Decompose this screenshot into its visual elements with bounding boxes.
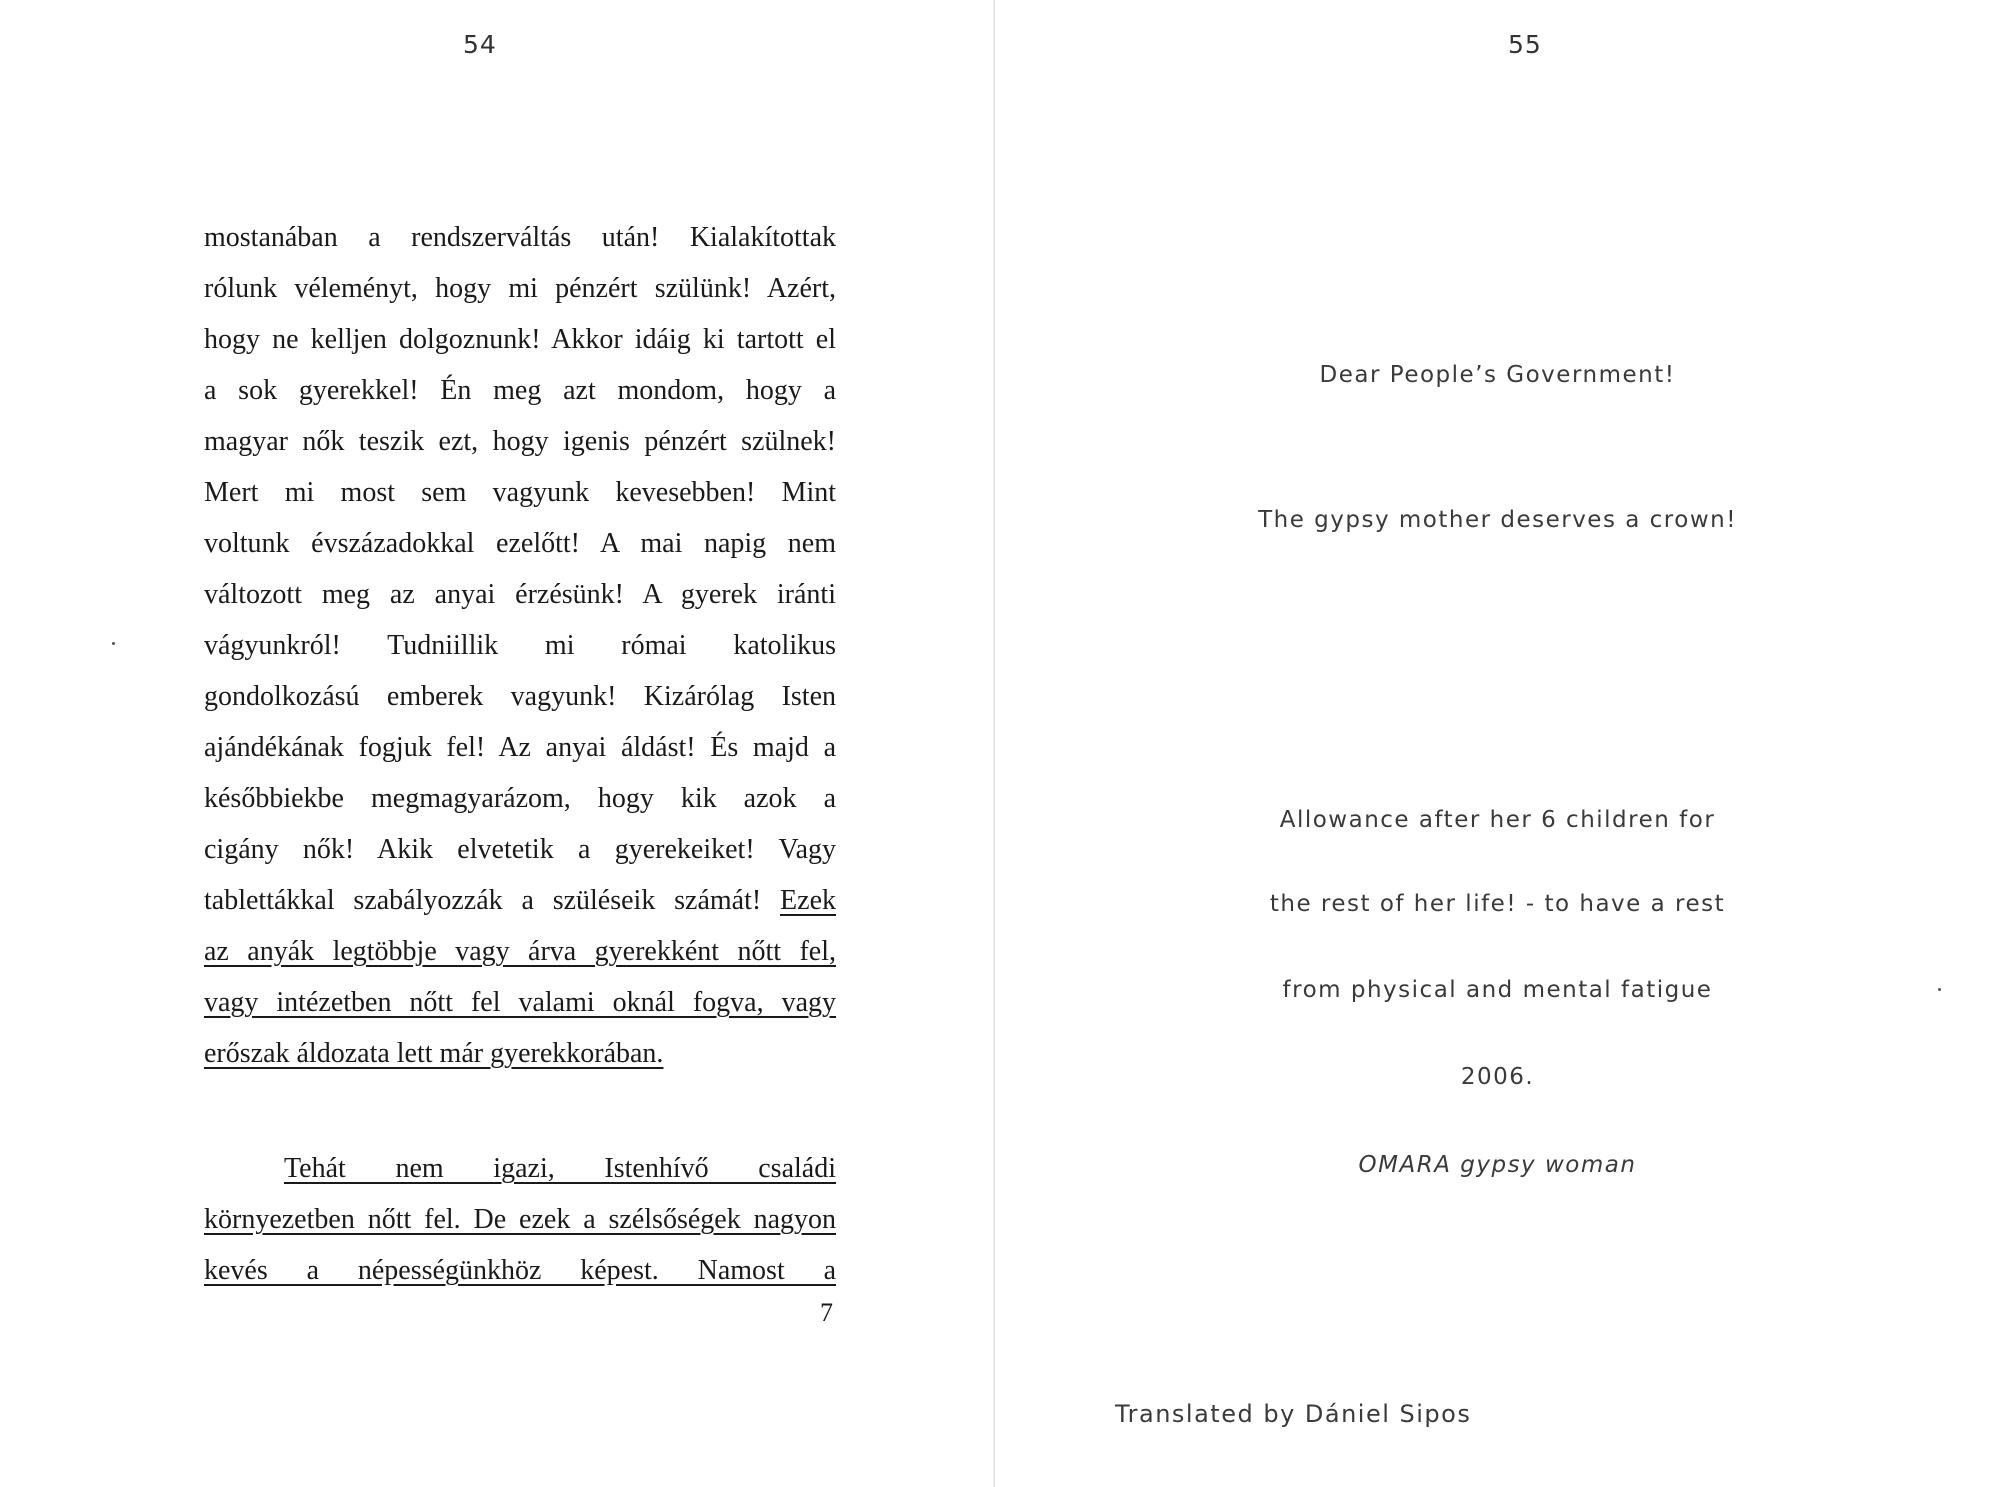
text-line <box>204 263 836 314</box>
text-line <box>204 722 836 773</box>
signature-line: OMARA gypsy woman <box>1358 1152 1637 1178</box>
translator-credit: Translated by Dániel Sipos <box>1115 1400 1472 1428</box>
line-text: ajándékának fogjuk fel! Az anyai áldást! És majd a <box>204 732 836 763</box>
line-text: cigány nők! Akik elvetetik a gyerekeiket! Vagy <box>204 834 836 865</box>
text-line <box>204 1194 836 1245</box>
text-line <box>204 926 836 977</box>
line-text: voltunk évszázadokkal ezelőtt! A mai napig nem <box>204 528 836 559</box>
text-line <box>204 212 836 263</box>
line-text: erőszak áldozata lett már gyerekkorában. <box>204 1038 664 1069</box>
allowance-line-2: the rest of her life! - to have a rest <box>1269 891 1726 917</box>
line-text: gondolkozású emberek vagyunk! Kizárólag Isten <box>204 681 836 712</box>
line-text: magyar nők teszik ezt, hogy igenis pénzért szülnek! <box>204 426 836 457</box>
crown-line: The gypsy mother deserves a crown! <box>1258 507 1737 533</box>
text-line <box>204 977 836 1028</box>
folio-number: 7 <box>820 1298 833 1327</box>
text-line <box>204 875 836 926</box>
line-tail-text: Ezek <box>780 885 836 916</box>
line-text: vagy intézetben nőtt fel valami oknál fogva, vagy <box>204 987 836 1018</box>
line-text: vágyunkról! Tudniillik mi római katolikus <box>204 630 836 661</box>
year-line: 2006. <box>1460 1064 1535 1090</box>
text-line <box>204 467 836 518</box>
text-line <box>204 773 836 824</box>
allowance-line-1: Allowance after her 6 children for <box>1279 807 1716 833</box>
scan-speck <box>1938 988 1941 991</box>
line-text: Mert mi most sem vagyunk kevesebben! Mint <box>204 477 836 508</box>
body-text <box>204 212 836 1296</box>
right-page <box>995 0 2000 1487</box>
line-text: az anyák legtöbbje vagy árva gyerekként nőtt fel, <box>204 936 836 967</box>
page-number-right: 55 <box>1508 30 1542 59</box>
text-line <box>204 824 836 875</box>
page-number-left: 54 <box>463 30 497 59</box>
text-line <box>284 1143 836 1194</box>
line-text: változott meg az anyai érzésünk! A gyerek iránti <box>204 579 836 610</box>
text-line <box>204 314 836 365</box>
allowance-line-3: from physical and mental fatigue <box>1282 977 1713 1003</box>
line-text: környezetben nőtt fel. De ezek a szélsőségek nagyon <box>204 1204 836 1235</box>
text-line <box>204 671 836 722</box>
line-text: mostanában a rendszerváltás után! Kialakítottak <box>204 222 836 253</box>
line-text: hogy ne kelljen dolgoznunk! Akkor idáig ki tartott el <box>204 324 836 355</box>
text-line <box>204 1028 836 1079</box>
paragraph-gap <box>204 1079 836 1143</box>
greeting-line: Dear People’s Government! <box>1319 362 1676 388</box>
text-line <box>204 569 836 620</box>
line-text: tablettákkal szabályozzák a szüléseik számát! <box>204 885 762 916</box>
text-line <box>204 365 836 416</box>
line-text: kevés a népességünkhöz képest. Namost a <box>204 1255 836 1286</box>
text-line <box>204 518 836 569</box>
text-line <box>204 620 836 671</box>
line-text: Tehát nem igazi, Istenhívő családi <box>284 1153 836 1184</box>
left-page <box>0 0 995 1487</box>
line-text: rólunk véleményt, hogy mi pénzért szülünk! Azért, <box>204 273 836 304</box>
scan-speck <box>112 642 115 645</box>
text-line <box>204 1245 836 1296</box>
line-text: a sok gyerekkel! Én meg azt mondom, hogy a <box>204 375 836 406</box>
line-text: későbbiekbe megmagyarázom, hogy kik azok a <box>204 783 836 814</box>
text-line <box>204 416 836 467</box>
